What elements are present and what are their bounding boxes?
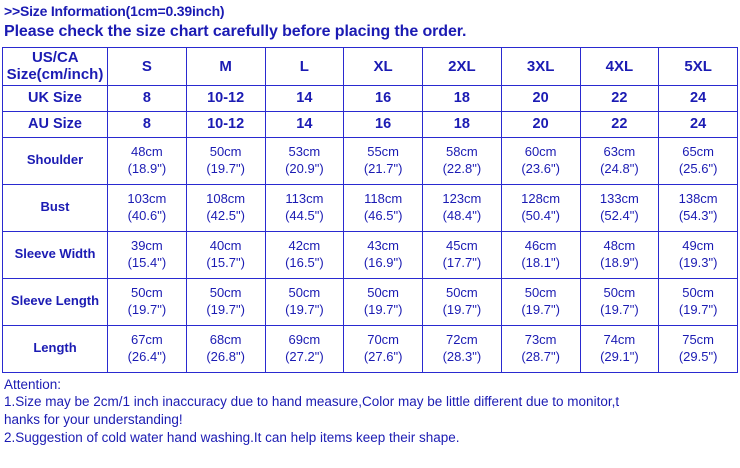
cell-value: 10-12 [186, 85, 265, 111]
measurement-cell [501, 184, 580, 231]
cm-value: 49cm [682, 238, 715, 254]
measurement-cell [108, 325, 187, 372]
row-label: Shoulder [3, 137, 108, 184]
size-header-cell: 2XL [423, 48, 502, 86]
table-row-sleeve-width [3, 231, 738, 278]
table-row-sleeve-length [3, 278, 738, 325]
inch-value: (18.9") [600, 254, 639, 270]
cm-value: 43cm [367, 238, 400, 254]
measurement-cell [344, 231, 423, 278]
inch-value: (28.3") [442, 348, 482, 364]
measurement-cell [423, 278, 502, 325]
cm-value: 40cm [209, 238, 242, 254]
table-row-au-size [3, 111, 738, 137]
measurement-cell [659, 278, 738, 325]
cm-value: 50cm [130, 285, 163, 301]
measurement-cell [659, 231, 738, 278]
row-label: Sleeve Width [3, 231, 108, 278]
table-header-row [3, 48, 738, 86]
cm-value: 50cm [524, 285, 557, 301]
measurement-cell [265, 137, 344, 184]
cell-value: 22 [580, 85, 659, 111]
inch-value: (17.7") [442, 254, 482, 270]
cell-value: 10-12 [186, 111, 265, 137]
cm-value: 73cm [524, 332, 557, 348]
inch-value: (20.9") [285, 160, 324, 176]
measurement-cell [186, 325, 265, 372]
row-label: AU Size [3, 111, 108, 137]
inch-value: (54.3") [678, 207, 718, 223]
inch-value: (19.7") [521, 301, 560, 317]
size-chart-table [2, 47, 738, 373]
cm-value: 58cm [445, 144, 478, 160]
inch-value: (16.5") [285, 254, 324, 270]
cm-value: 69cm [288, 332, 321, 348]
corner-label [3, 48, 108, 86]
measurement-cell [423, 137, 502, 184]
cm-value: 60cm [524, 144, 557, 160]
cm-value: 138cm [678, 191, 718, 207]
inch-value: (19.7") [600, 301, 639, 317]
attention-line-3: 2.Suggestion of cold water hand washing.It can help items keep their shape. [4, 429, 460, 445]
corner-label-line2: Size(cm/inch) [6, 66, 104, 84]
measurement-cell [580, 184, 659, 231]
cell-value: 18 [423, 85, 502, 111]
inch-value: (16.9") [363, 254, 403, 270]
measurement-cell [186, 137, 265, 184]
cell-value: 16 [344, 85, 423, 111]
measurement-cell [344, 137, 423, 184]
cell-value: 14 [265, 85, 344, 111]
measurement-cell [265, 231, 344, 278]
cell-value: 8 [108, 111, 187, 137]
size-header-cell: 4XL [580, 48, 659, 86]
cm-value: 128cm [521, 191, 561, 207]
measurement-cell [501, 231, 580, 278]
inch-value: (40.6") [127, 207, 167, 223]
cm-value: 103cm [127, 191, 167, 207]
cm-value: 55cm [367, 144, 400, 160]
cm-value: 50cm [209, 285, 242, 301]
inch-value: (27.6") [363, 348, 403, 364]
cell-value: 20 [501, 85, 580, 111]
inch-value: (29.1") [600, 348, 639, 364]
cm-value: 50cm [445, 285, 478, 301]
inch-value: (24.8") [600, 160, 639, 176]
attention-line-2: hanks for your understanding! [4, 412, 183, 428]
inch-value: (19.7") [206, 301, 245, 317]
size-information-heading: >>Size Information(1cm=0.39inch) [4, 3, 225, 19]
attention-title: Attention: [4, 376, 62, 392]
measurement-cell [186, 231, 265, 278]
measurement-cell [659, 137, 738, 184]
cm-value: 75cm [682, 332, 715, 348]
measurement-cell [344, 184, 423, 231]
inch-value: (19.3") [678, 254, 718, 270]
measurement-cell [265, 184, 344, 231]
size-header-cell: M [186, 48, 265, 86]
inch-value: (18.9") [127, 160, 167, 176]
cm-value: 72cm [445, 332, 478, 348]
inch-value: (21.7") [363, 160, 403, 176]
inch-value: (42.5") [206, 207, 245, 223]
cm-value: 42cm [288, 238, 321, 254]
size-header-cell: L [265, 48, 344, 86]
measurement-cell [659, 184, 738, 231]
cm-value: 63cm [603, 144, 636, 160]
measurement-cell [580, 137, 659, 184]
measurement-cell [344, 325, 423, 372]
size-header-cell: S [108, 48, 187, 86]
measurement-cell [186, 184, 265, 231]
cell-value: 14 [265, 111, 344, 137]
measurement-cell [423, 184, 502, 231]
cell-value: 24 [659, 85, 738, 111]
cm-value: 123cm [442, 191, 482, 207]
table-row-shoulder [3, 137, 738, 184]
cm-value: 53cm [288, 144, 321, 160]
inch-value: (27.2") [285, 348, 324, 364]
inch-value: (22.8") [442, 160, 482, 176]
inch-value: (19.7") [127, 301, 167, 317]
measurement-cell [501, 325, 580, 372]
cm-value: 50cm [209, 144, 242, 160]
cell-value: 20 [501, 111, 580, 137]
cm-value: 68cm [209, 332, 242, 348]
size-chart-notice: Please check the size chart carefully before placing the order. [4, 23, 467, 40]
inch-value: (50.4") [521, 207, 560, 223]
measurement-cell [423, 325, 502, 372]
inch-value: (44.5") [285, 207, 324, 223]
row-label: Sleeve Length [3, 278, 108, 325]
inch-value: (19.7") [206, 160, 245, 176]
measurement-cell [265, 278, 344, 325]
size-header-cell: XL [344, 48, 423, 86]
cm-value: 108cm [206, 191, 246, 207]
inch-value: (29.5") [678, 348, 718, 364]
measurement-cell [659, 325, 738, 372]
cm-value: 70cm [367, 332, 400, 348]
measurement-cell [186, 278, 265, 325]
table-row-uk-size [3, 85, 738, 111]
cm-value: 50cm [682, 285, 715, 301]
cm-value: 67cm [130, 332, 163, 348]
cell-value: 16 [344, 111, 423, 137]
inch-value: (26.8") [206, 348, 245, 364]
cm-value: 113cm [285, 191, 324, 207]
measurement-cell [580, 325, 659, 372]
cm-value: 118cm [364, 191, 403, 207]
cm-value: 65cm [682, 144, 715, 160]
cell-value: 24 [659, 111, 738, 137]
inch-value: (48.4") [442, 207, 482, 223]
cm-value: 50cm [288, 285, 321, 301]
measurement-cell [108, 184, 187, 231]
row-label: UK Size [3, 85, 108, 111]
cm-value: 39cm [130, 238, 163, 254]
cell-value: 22 [580, 111, 659, 137]
inch-value: (19.7") [678, 301, 718, 317]
inch-value: (19.7") [363, 301, 403, 317]
inch-value: (25.6") [678, 160, 718, 176]
inch-value: (15.4") [127, 254, 167, 270]
size-header-cell: 3XL [501, 48, 580, 86]
inch-value: (26.4") [127, 348, 167, 364]
measurement-cell [501, 278, 580, 325]
row-label: Bust [3, 184, 108, 231]
measurement-cell [108, 137, 187, 184]
inch-value: (19.7") [285, 301, 324, 317]
inch-value: (46.5") [363, 207, 403, 223]
row-label: Length [3, 325, 108, 372]
measurement-cell [344, 278, 423, 325]
cm-value: 133cm [599, 191, 639, 207]
cell-value: 18 [423, 111, 502, 137]
inch-value: (15.7") [206, 254, 245, 270]
cell-value: 8 [108, 85, 187, 111]
measurement-cell [265, 325, 344, 372]
inch-value: (28.7") [521, 348, 560, 364]
measurement-cell [580, 231, 659, 278]
attention-line-1: 1.Size may be 2cm/1 inch inaccuracy due to hand measure,Color may be little different due to monitor,t [4, 394, 620, 410]
cm-value: 48cm [603, 238, 636, 254]
inch-value: (23.6") [521, 160, 560, 176]
inch-value: (18.1") [521, 254, 560, 270]
measurement-cell [423, 231, 502, 278]
measurement-cell [108, 278, 187, 325]
cm-value: 50cm [603, 285, 636, 301]
inch-value: (19.7") [442, 301, 482, 317]
measurement-cell [580, 278, 659, 325]
inch-value: (52.4") [600, 207, 639, 223]
measurement-cell [501, 137, 580, 184]
cm-value: 45cm [445, 238, 478, 254]
table-row-length [3, 325, 738, 372]
corner-label-line1: US/CA [31, 49, 79, 66]
cm-value: 48cm [130, 144, 163, 160]
size-header-cell: 5XL [659, 48, 738, 86]
cm-value: 46cm [524, 238, 557, 254]
cm-value: 74cm [603, 332, 636, 348]
measurement-cell [108, 231, 187, 278]
attention-note [0, 373, 740, 447]
cm-value: 50cm [367, 285, 400, 301]
table-row-bust [3, 184, 738, 231]
